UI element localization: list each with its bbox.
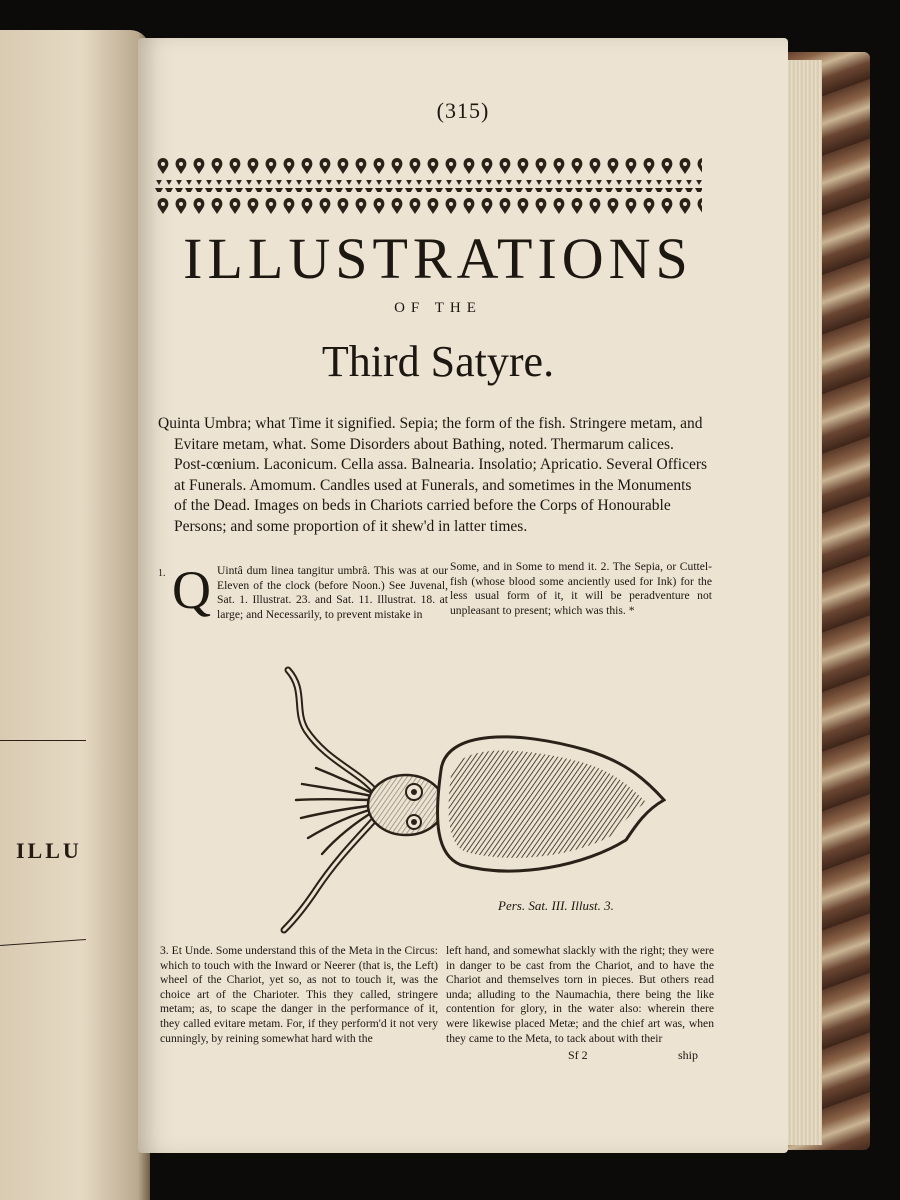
note-column-1 [158,560,448,622]
page-subtitle: Third Satyre. [321,337,555,386]
engraving-caption: Pers. Sat. III. Illust. 3. [498,898,614,913]
note-3-text: 3. Et Unde. Some understand this of the Meta in the Circus: which to touch with the Inward or Neerer (that is, the Left) wheel of the Chariot, yet so, as not to touch it, was the choice art of the Charioter. This they called, stringere metam; as, to scape the danger in the performance of it, they called evitare metam. For, if they perform'd it not very cunningly, by reining somewhat hard with the [160,944,438,1045]
drop-cap: Q [172,560,211,620]
title-of-the: OF THE [394,300,482,316]
left-page [0,30,150,1200]
signature-mark: Sf 2 [568,1048,588,1062]
note-4-text: left hand, and somewhat slackly with the right; they were in danger to be cast from the Chariot, and to have the Chariot and themselves torn in pieces. But others read unda; alluding to the Naumachia, there being the like contention for glory, in the water also: wherein there were likewise placed Metæ; and the chief art was, when they came to the Meta, to tack about with their [446,944,714,1045]
left-page-rule [0,939,86,946]
catchword: ship [678,1048,699,1062]
cuttlefish-engraving [266,650,666,940]
right-page [138,38,788,1153]
note-2-text: Some, and in Some to mend it. 2. The Sepia, or Cuttel-fish (whose blood some anciently used for Ink) for the less usual form of it, it will be peradventure not unpleasant to present; which was this. * [450,560,712,617]
summary-text: Quinta Umbra; what Time it signified. Sepia; the form of the fish. Stringere metam, and Evitare metam, what. Some Disorders about Bathing, noted. Thermarum calices. Post-cœnium. Laconicum. Cella assa. Balnearia. Insolatio; Apricatio. Several Officers at Funerals. Amomum. Candles used at Funerals, and sometimes in the Monuments of the Dead. Images on beds in Chariots carried before the Corps of Honourable Persons; and some proportion of it shew'd in latter times. [158,415,708,535]
note-column-3 [160,944,438,1046]
note-number: 1. [158,568,166,579]
chapter-summary [158,414,708,537]
page-title: ILLUSTRATIONS [183,226,693,291]
headpiece-ornament [154,156,702,222]
note-column-4 [446,944,714,1046]
note-1-text: Uintâ dum linea tangitur umbrâ. This was at our Eleven of the clock (before Noon.) See Juvenal, Sat. 1. Illustrat. 23. and Sat. 11. Illustrat. 18. at large; and Necessarily, to prevent mistake in [217,564,448,621]
note-column-2 [450,560,712,618]
page-number: (315) [436,98,490,123]
left-page-fragment: ILLU [16,838,82,863]
left-page-rule [0,740,86,741]
